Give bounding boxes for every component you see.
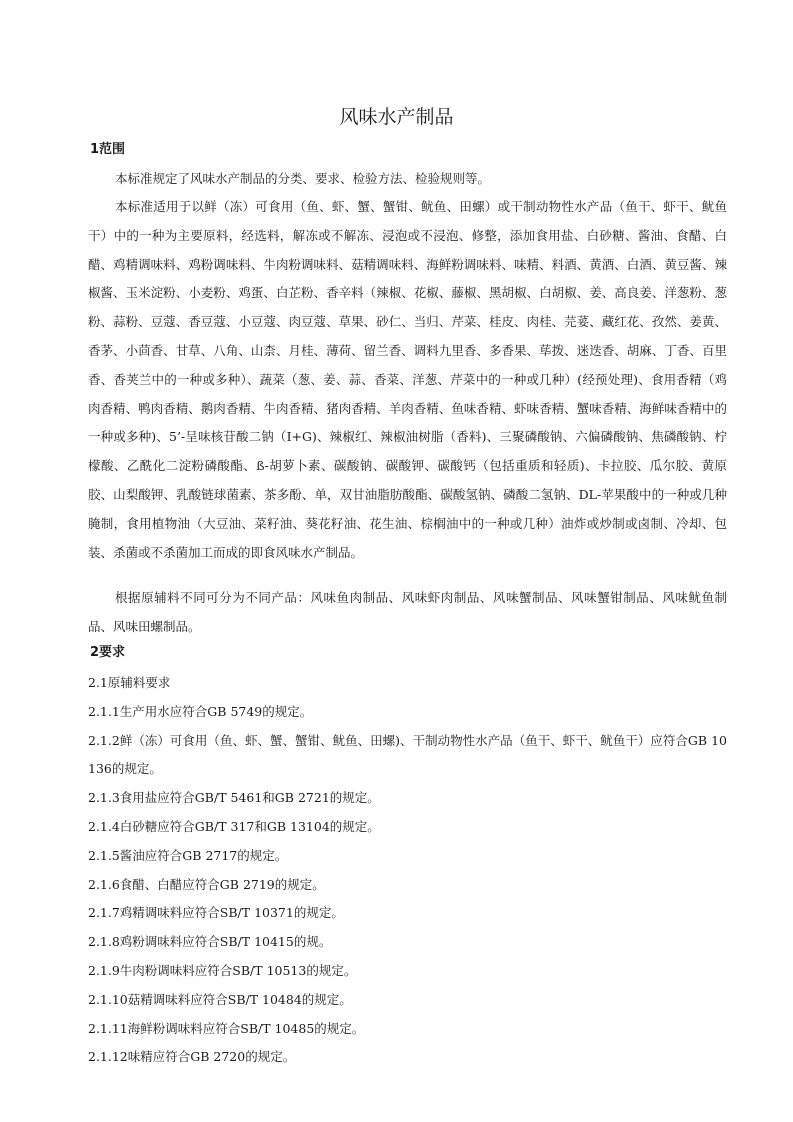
requirements-list (88, 669, 738, 1072)
requirement-item: 2.1.5酱油应符合GB 2717的规定。 (88, 847, 288, 863)
requirement-item: 2.1.12味精应符合GB 2720的规定。 (88, 1049, 296, 1065)
requirement-item: 2.1.4白砂糖应符合GB/T 317和GB 13104的规定。 (88, 818, 380, 834)
requirement-item: 2.1.3食用盐应符合GB/T 5461和GB 2721的规定。 (88, 790, 380, 806)
scope-paragraph-3: 根据原辅料不同可分为不同产品：风味鱼肉制品、风味虾肉制品、风味蟹制品、风味蟹钳制品、风味鱿鱼制品、风味田螺制品。 (88, 590, 727, 634)
requirement-item: 2.1.11海鲜粉调味料应符合SB/T 10485的规定。 (88, 1020, 365, 1036)
document-title: 风味水产制品 (339, 106, 454, 128)
requirement-item: 2.1.1生产用水应符合GB 5749的规定。 (88, 703, 313, 719)
requirement-item: 2.1.6食醋、白醋应符合GB 2719的规定。 (88, 876, 325, 892)
requirement-item: 2.1.8鸡粉调味料应符合SB/T 10415的规。 (88, 934, 332, 950)
requirement-item: 2.1.9牛肉粉调味料应符合SB/T 10513的规定。 (88, 962, 357, 978)
requirement-item: 2.1.2鲜（冻）可食用（鱼、虾、蟹、蟹钳、鱿鱼、田螺)、干制动物性水产品（鱼干、虾干、鱿鱼干）应符合GB 10136的规定。 (88, 732, 727, 777)
section-heading-scope: 1范围 (90, 142, 126, 157)
requirement-item: 2.1.7鸡精调味料应符合SB/T 10371的规定。 (88, 905, 344, 921)
requirement-item: 2.1原辅料要求 (88, 675, 171, 690)
section-heading-requirements: 2要求 (90, 645, 126, 660)
scope-paragraph-1: 本标准规定了风味水产制品的分类、要求、检验方法、检验规则等。 (115, 171, 491, 186)
scope-paragraph-2: 本标准适用于以鲜（冻）可食用（鱼、虾、蟹、蟹钳、鱿鱼、田螺）或干制动物性水产品（鱼干、虾干、鱿鱼干）中的一种为主要原料，经选料，解冻或不解冻、浸泡或不浸泡、修整，添加食用盐、白砂糖、酱油、食醋、白醋、鸡精调味料、鸡粉调味料、牛肉粉调味料、菇精调味料、海鲜粉调味料、味精、料酒、黄酒、白酒、黄豆酱、辣椒酱、玉米淀粉、小麦粉、鸡蛋、白芷粉、香辛料（辣椒、花椒、藤椒、黑胡椒、白胡椒、姜、高良姜、洋葱粉、葱粉、蒜粉、豆蔻、香豆蔻、小豆蔻、肉豆蔻、草果、砂仁、当归、芹菜、桂皮、肉桂、芫荽、藏红花、孜然、姜黄、香茅、小茴香、甘草、八角、山柰、月桂、薄荷、留兰香、调料九里香、多香果、荜拨、迷迭香、胡麻、丁香、百里香、香荚兰中的一种或多种）、蔬菜（葱、姜、蒜、香菜、洋葱、芹菜中的一种或几种）(经预处理)、食用香精（鸡肉香精、鸭肉香精、鹅肉香精、牛肉香精、猪肉香精、羊肉香精、鱼味香精、虾味香精、蟹味香精、海鲜味香精中的一种或多种)、5’-呈味核苷酸二钠（I+G)、辣椒红、辣椒油树脂（香料)、三聚磷酸钠、六偏磷酸钠、焦磷酸钠、柠檬酸、乙酰化二淀粉磷酸酯、ß-胡萝卜素、碳酸钠、碳酸钾、碳酸钙（包括重质和轻质)、卡拉胶、瓜尔胶、黄原胶、山梨酸钾、乳酸链球菌素、茶多酚、单，双甘油脂肪酸酯、碳酸氢钠、磷酸二氢钠、DL-苹果酸中的一种或几种腌制，食用植物油（大豆油、菜籽油、葵花籽油、花生油、棕榈油中的一种或几种）油炸或炒制或卤制、冷却、包装、杀菌或不杀菌加工而成的即食风味水产制品。 (88, 199, 727, 560)
requirement-item: 2.1.10菇精调味料应符合SB/T 10484的规定。 (88, 991, 352, 1007)
